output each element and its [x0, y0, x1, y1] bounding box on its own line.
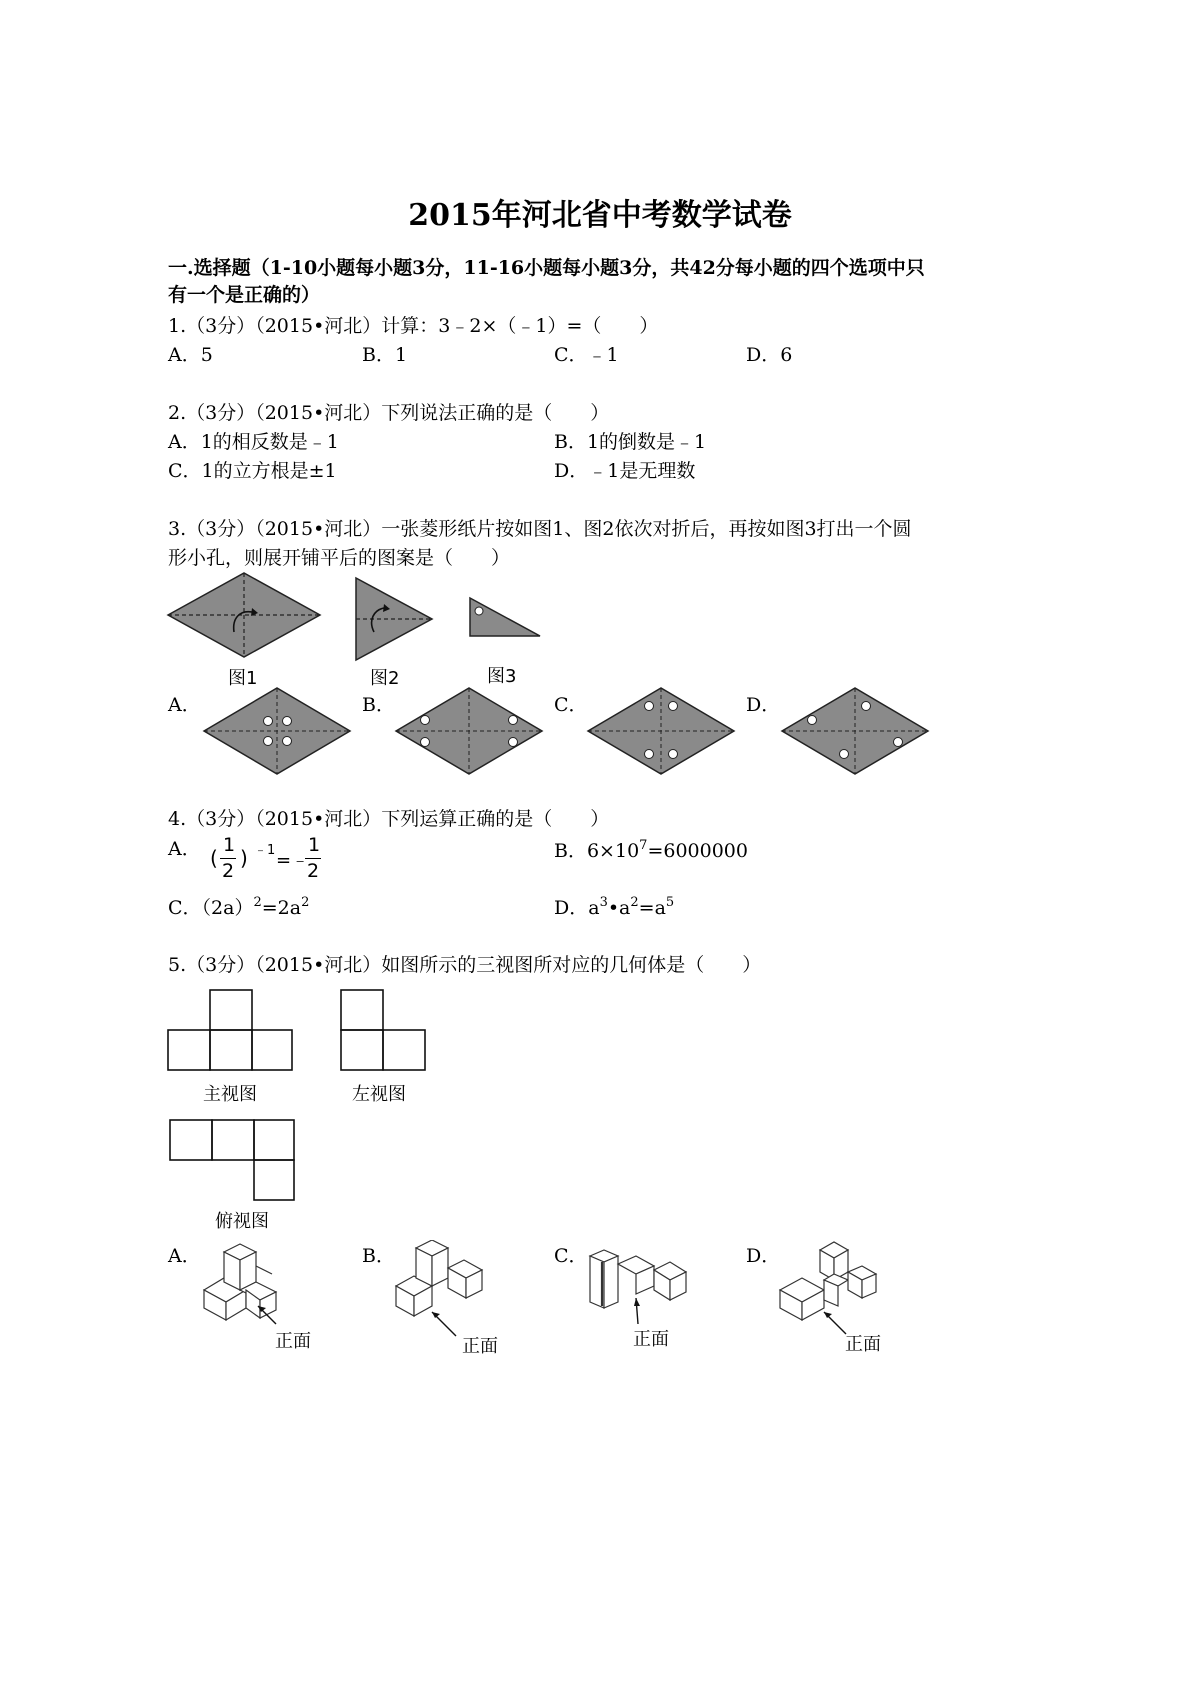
q3-caption-2: 图2 — [370, 668, 400, 689]
q3-caption-3: 图3 — [487, 666, 517, 687]
q4-a-den2: 2 — [307, 860, 320, 882]
q3-option-b-label: B． — [362, 694, 395, 716]
q3-stem-line1: 3.（3分）（2015•河北）一张菱形纸片按如图1、图2依次对折后，再按如图3打出一个圆 — [168, 518, 912, 540]
q3-option-c-figure — [586, 686, 736, 776]
q4-a-eq: =﹣ — [276, 850, 310, 871]
q4-a-num: 1 — [223, 834, 236, 856]
q4-a-frac-bar — [220, 858, 236, 859]
q3-option-d-figure — [780, 686, 930, 776]
q3-figure-2 — [352, 574, 438, 666]
q4-option-c — [168, 895, 309, 924]
q3-caption-1: 图1 — [228, 668, 258, 689]
q2-option-d: D．﹣1是无理数 — [554, 460, 696, 482]
q4-a-exp: ﹣1 — [254, 843, 276, 858]
q1-option-a: A．5 — [168, 344, 213, 366]
section-heading-line2: 有一个是正确的） — [168, 284, 321, 306]
q5-option-d-label: D． — [746, 1245, 781, 1267]
q4-option-b — [554, 838, 748, 867]
q3-option-a-label: A． — [168, 694, 201, 716]
q5-caption-front: 主视图 — [203, 1084, 257, 1105]
q4-c-exp: 2 — [253, 895, 262, 910]
q4-d-e3: 5 — [665, 895, 675, 910]
q4-b-rest: =6000000 — [647, 840, 748, 862]
q5-option-d-front-label: 正面 — [845, 1334, 881, 1355]
q3-option-b-figure — [394, 686, 544, 776]
q4-a-num2: 1 — [308, 834, 321, 856]
q4-c-base: （2a） — [201, 897, 254, 919]
q4-c-rest: =2a — [261, 897, 302, 919]
q4-a-den: 2 — [222, 860, 235, 882]
q5-option-c-label: C． — [554, 1245, 588, 1267]
q1-option-c: C．﹣1 — [554, 344, 619, 366]
q5-top-view — [168, 1118, 298, 1204]
q4-d-label: D． — [554, 897, 589, 919]
q5-option-b-label: B． — [362, 1245, 395, 1267]
q2-stem: 2.（3分）（2015•河北）下列说法正确的是（ ） — [168, 402, 610, 424]
section-heading-line1: 一.选择题（1-10小题每小题3分，11-16小题每小题3分，共42分每小题的四个选项中只 — [168, 257, 925, 279]
q4-option-a-expr — [210, 834, 330, 888]
q4-a-frac-bar2 — [305, 858, 321, 859]
q4-c-label: C． — [168, 897, 202, 919]
q4-b-exp: 7 — [639, 838, 648, 853]
q2-option-b: B．1的倒数是﹣1 — [554, 431, 707, 453]
q5-left-view — [339, 988, 427, 1074]
q4-d-a: a — [588, 897, 600, 919]
q2-option-c: C．1的立方根是±1 — [168, 460, 337, 482]
q4-c-exp2: 2 — [301, 895, 310, 910]
q4-d-dot: •a — [607, 897, 631, 919]
q3-option-d-label: D． — [746, 694, 781, 716]
q5-caption-left: 左视图 — [352, 1084, 406, 1105]
q4-stem: 4.（3分）（2015•河北）下列运算正确的是（ ） — [168, 808, 610, 830]
page-title: 2015年河北省中考数学试卷 — [408, 198, 792, 233]
q4-b-label: B． — [554, 840, 587, 862]
q5-option-a-front-label: 正面 — [275, 1331, 311, 1352]
q1-option-b: B．1 — [362, 344, 408, 366]
q3-option-c-label: C． — [554, 694, 588, 716]
q4-option-a-label: A． — [168, 838, 201, 860]
q4-a-rparen: ) — [240, 846, 248, 870]
q4-d-e2: 2 — [630, 895, 639, 910]
q5-option-c-front-label: 正面 — [633, 1329, 669, 1350]
q1-option-d: D．6 — [746, 344, 793, 366]
q3-stem-line2: 形小孔，则展开铺平后的图案是（ ） — [168, 547, 511, 569]
q5-option-b-front-label: 正面 — [462, 1336, 498, 1357]
q4-b-base: 6×10 — [586, 840, 640, 862]
q4-option-d — [554, 895, 674, 924]
q5-option-a-label: A． — [168, 1245, 201, 1267]
q3-option-a-figure — [202, 686, 352, 776]
q3-figure-3 — [466, 594, 544, 640]
q4-d-e1: 3 — [599, 895, 608, 910]
q5-caption-top: 俯视图 — [215, 1211, 269, 1232]
q4-d-eq: =a — [638, 897, 666, 919]
q3-figure-1 — [166, 570, 326, 660]
q1-stem: 1.（3分）（2015•河北）计算：3﹣2×（﹣1）=（ ） — [168, 315, 659, 337]
q5-front-view — [166, 988, 294, 1074]
q4-a-lparen: ( — [210, 846, 218, 870]
q5-stem: 5.（3分）（2015•河北）如图所示的三视图所对应的几何体是（ ） — [168, 954, 762, 976]
q2-option-a: A．1的相反数是﹣1 — [168, 431, 339, 453]
